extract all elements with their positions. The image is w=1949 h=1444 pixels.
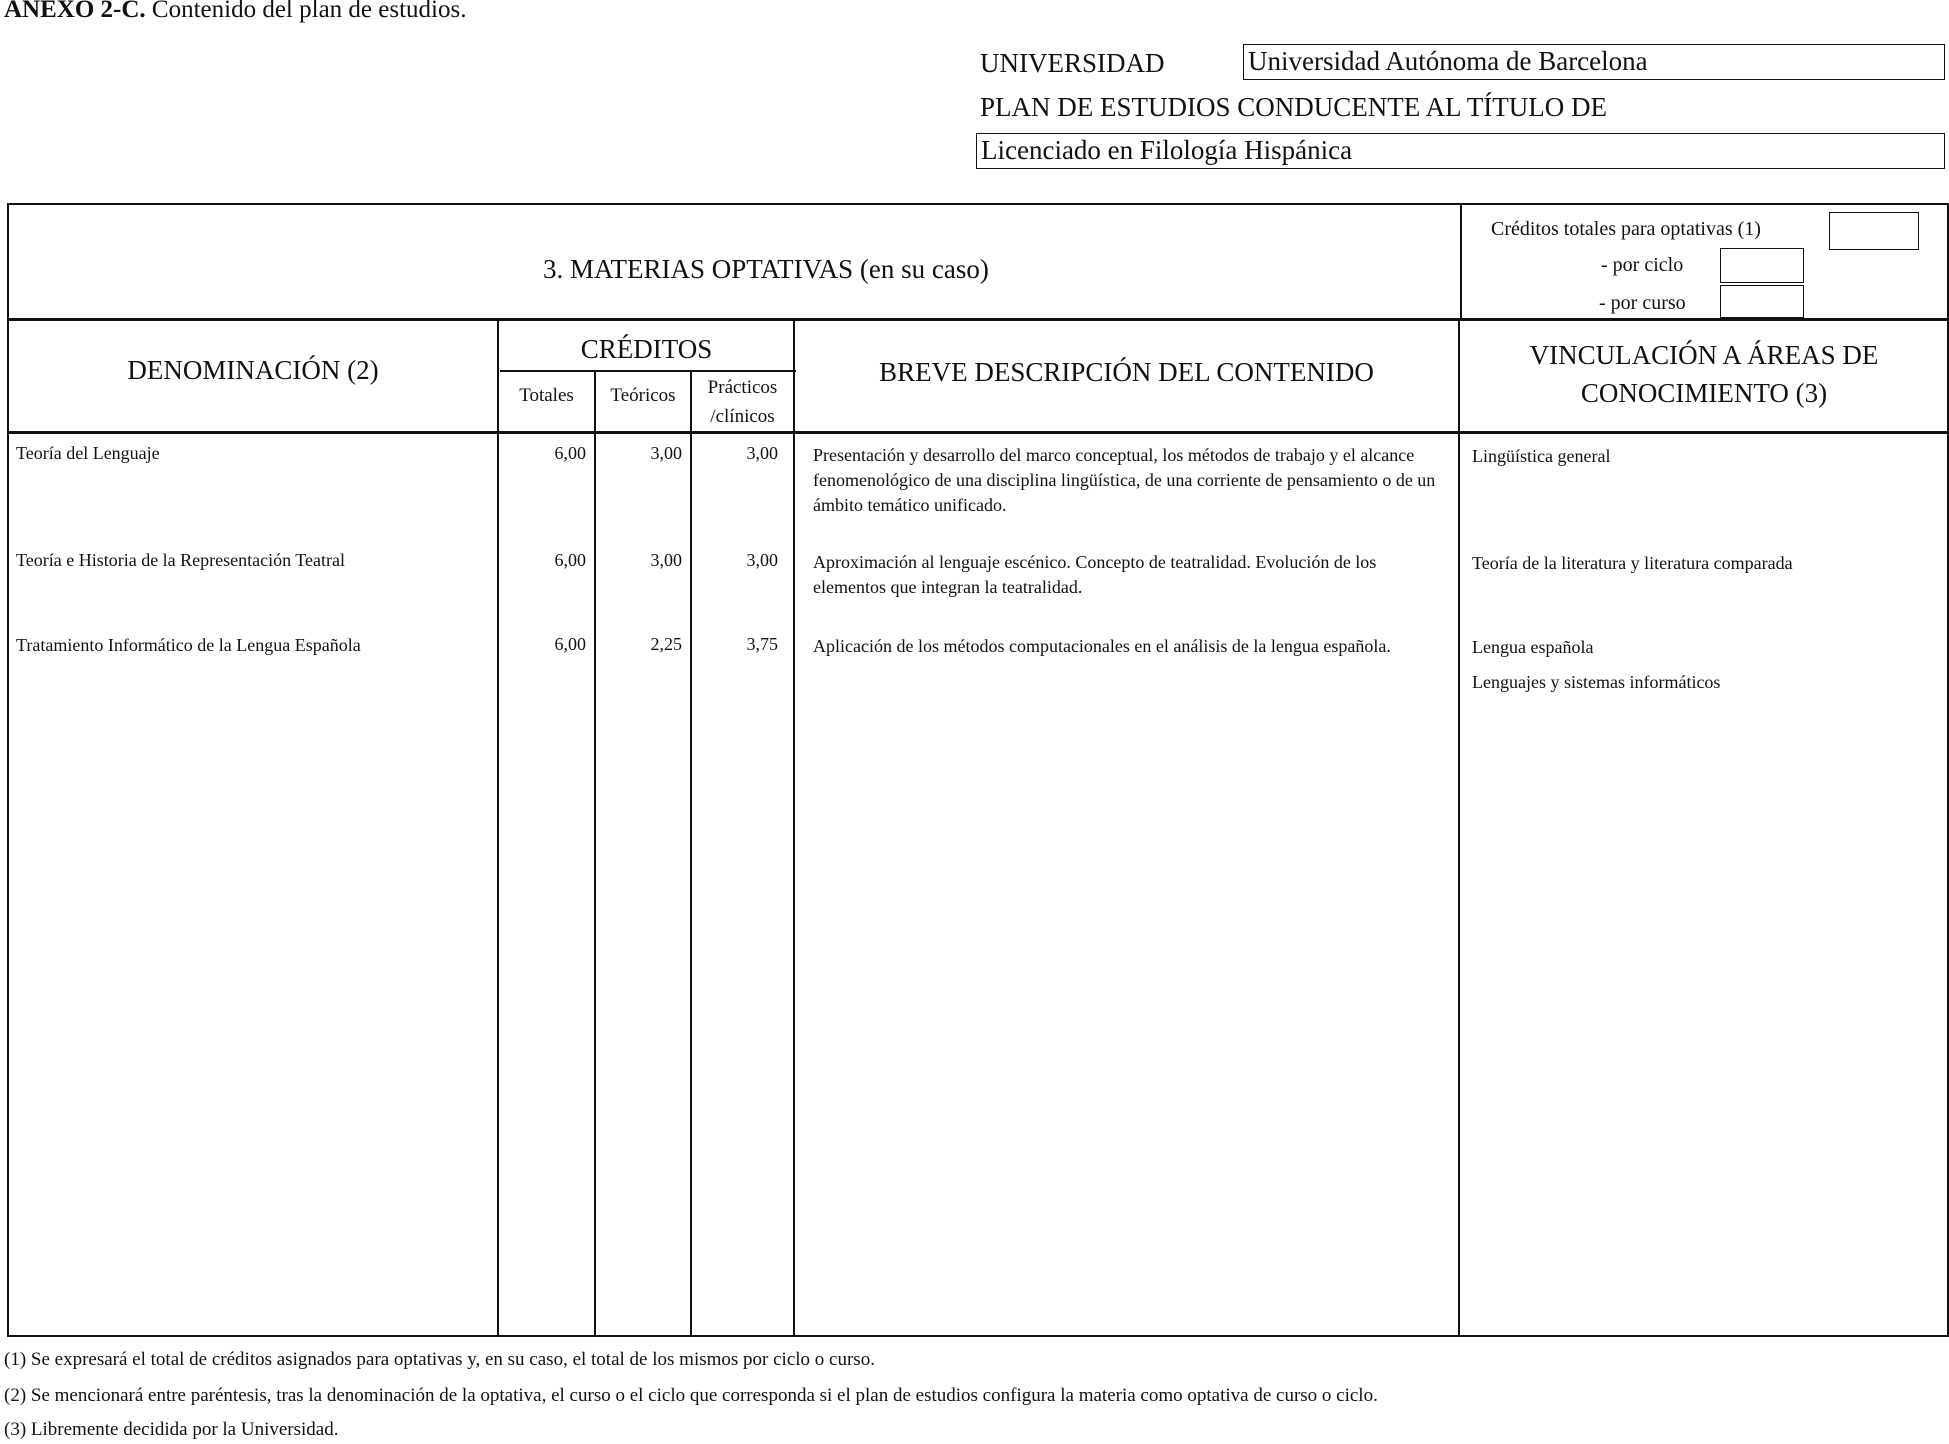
por-ciclo-label: - por ciclo [1601, 254, 1684, 276]
descripcion-header: BREVE DESCRIPCIÓN DEL CONTENIDO [879, 357, 1374, 387]
universidad-field: Universidad Autónoma de Barcelona [1243, 44, 1945, 80]
row-2-area-1: Teoría de la literatura y literatura comparada [1472, 553, 1793, 573]
creditos-header: CRÉDITOS [580, 334, 713, 364]
divider [7, 431, 1949, 434]
row-3-teoricos: 2,25 [650, 634, 682, 654]
divider [1458, 318, 1460, 1336]
teoricos-header: Teóricos [610, 385, 676, 406]
section-title: 3. MATERIAS OPTATIVAS (en su caso) [543, 254, 989, 284]
universidad-label: UNIVERSIDAD [980, 48, 1165, 78]
divider [497, 318, 499, 1336]
row-1-descripcion: Presentación y desarrollo del marco conceptual, los métodos de trabajo y el alcance fenomenológico de una disciplina lingüística, de una corriente de pensamiento o de un ámbito temático unificado. [813, 445, 1436, 515]
row-1-teoricos: 3,00 [650, 443, 682, 463]
footnote-3: (3) Libremente decidida por la Universidad. [4, 1419, 339, 1440]
row-1-denominacion: Teoría del Lenguaje [16, 443, 160, 463]
footnote-2: (2) Se mencionará entre paréntesis, tras la denominación de la optativa, el curso o el ciclo que corresponda si el plan de estudios configura la materia como optativa de curso o ciclo. [4, 1385, 1378, 1406]
row-2-descripcion: Aproximación al lenguaje escénico. Concepto de teatralidad. Evolución de los elementos que integran la teatralidad. [813, 552, 1377, 597]
vinculacion-header-line2: CONOCIMIENTO (3) [1580, 378, 1828, 408]
footnote-1: (1) Se expresará el total de créditos asignados para optativas y, en su caso, el total de los mismos por ciclo o curso. [4, 1349, 875, 1370]
row-3-practicos: 3,75 [746, 634, 778, 654]
creditos-totales-label: Créditos totales para optativas (1) [1491, 218, 1761, 240]
vinculacion-header-line1: VINCULACIÓN A ÁREAS DE [1529, 340, 1879, 370]
row-2-practicos: 3,00 [746, 550, 778, 570]
divider [793, 318, 795, 1336]
denominacion-header: DENOMINACIÓN (2) [127, 355, 379, 385]
row-2-denominacion: Teoría e Historia de la Representación Teatral [16, 550, 346, 570]
por-curso-label: - por curso [1599, 292, 1686, 314]
annex-text: Contenido del plan de estudios. [151, 0, 467, 23]
row-3-descripcion: Aplicación de los métodos computacionales en el análisis de la lengua española. [813, 636, 1391, 656]
titulo-field: Licenciado en Filología Hispánica [976, 133, 1945, 169]
divider [500, 370, 796, 372]
divider [594, 370, 596, 1336]
divider [7, 318, 1949, 321]
divider [690, 370, 692, 1336]
row-3-area-2: Lenguajes y sistemas informáticos [1472, 672, 1721, 692]
por-ciclo-box [1720, 248, 1804, 283]
row-1-area-1: Lingüística general [1472, 446, 1611, 466]
row-3-area-1: Lengua española [1472, 637, 1594, 657]
row-3-totales: 6,00 [554, 634, 586, 654]
row-2-teoricos: 3,00 [650, 550, 682, 570]
creditos-totales-box [1829, 212, 1919, 250]
practicos-header-line1: Prácticos [707, 377, 778, 398]
row-1-practicos: 3,00 [746, 443, 778, 463]
annex-title [4, 0, 466, 24]
totales-header: Totales [519, 385, 574, 406]
row-1-totales: 6,00 [554, 443, 586, 463]
divider [1460, 203, 1462, 320]
por-curso-box [1720, 285, 1804, 318]
row-3-denominacion: Tratamiento Informático de la Lengua Española [16, 635, 361, 655]
annex-label: ANEXO 2-C. [4, 0, 146, 23]
practicos-header-line2: /clínicos [710, 406, 775, 427]
row-2-totales: 6,00 [554, 550, 586, 570]
plan-label: PLAN DE ESTUDIOS CONDUCENTE AL TÍTULO DE [980, 92, 1607, 122]
